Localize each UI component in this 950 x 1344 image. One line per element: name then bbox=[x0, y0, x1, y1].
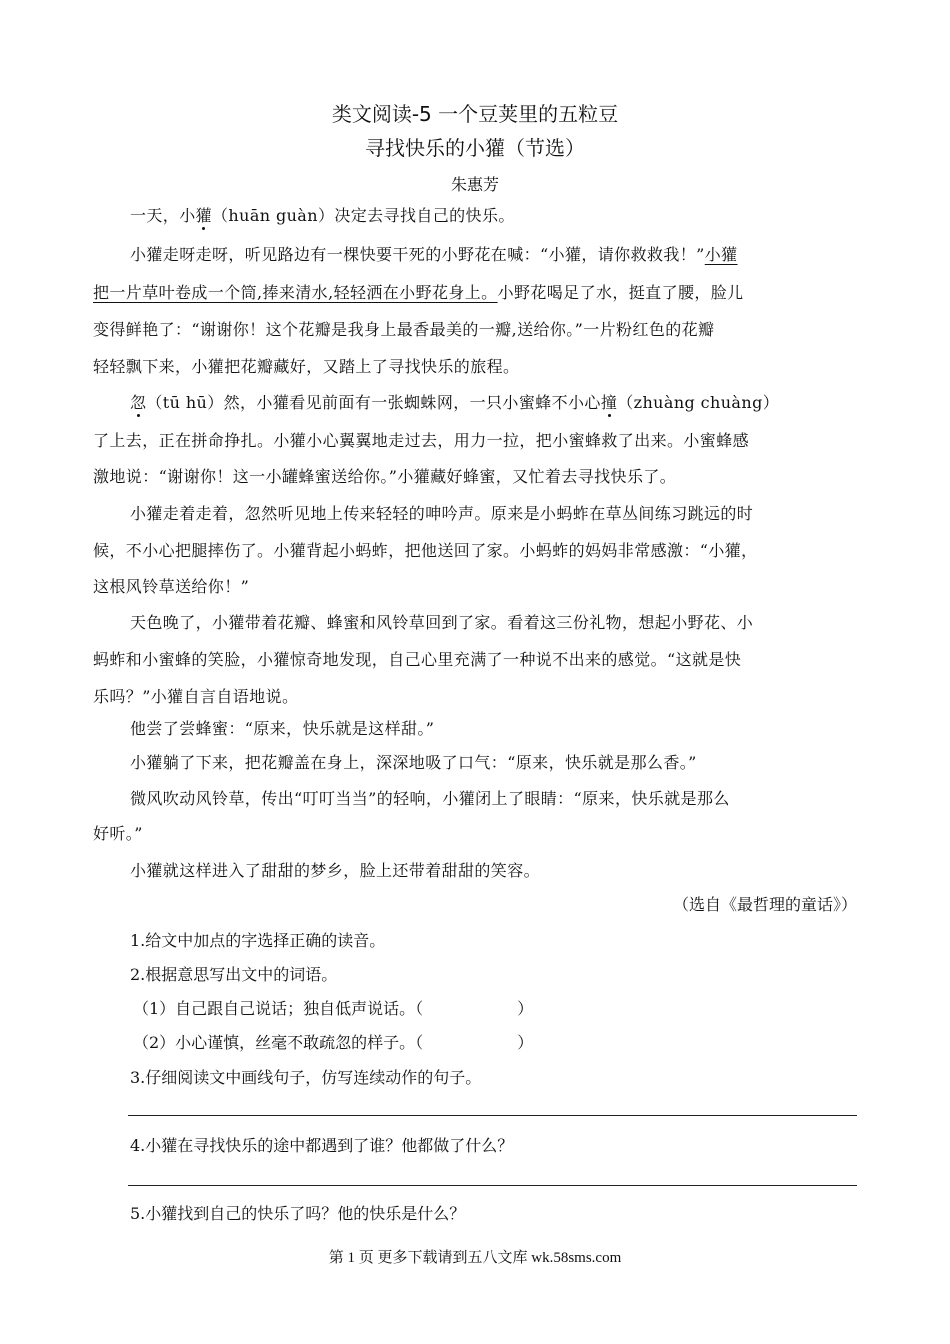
paragraph-5-line-2: 蚂蚱和小蜜蜂的笑脸，小獾惊奇地发现，自己心里充满了一种说不出来的感觉。“这就是快 bbox=[93, 650, 742, 669]
question-1: 1.给文中加点的字选择正确的读音。 bbox=[130, 931, 386, 950]
question-2-1: （1）自己跟自己说话；独自低声说话。（ ） bbox=[133, 999, 534, 1018]
paragraph-2-line-4: 轻轻飘下来，小獾把花瓣藏好，又踏上了寻找快乐的旅程。 bbox=[93, 357, 520, 376]
paragraph-6: 他尝了尝蜂蜜：“原来，快乐就是这样甜。” bbox=[130, 719, 435, 738]
underlined-sentence: 把一片草叶卷成一个筒,捧来清水,轻轻洒在小野花身上。 bbox=[93, 283, 498, 302]
answer-line-4[interactable] bbox=[128, 1185, 857, 1186]
question-3: 3.仔细阅读文中画线句子，仿写连续动作的句子。 bbox=[130, 1068, 482, 1087]
paragraph-3-line-3: 激地说：“谢谢你！这一小罐蜂蜜送给你。”小獾藏好蜂蜜，又忙着去寻找快乐了。 bbox=[93, 467, 677, 486]
paragraph-2-line-3: 变得鲜艳了：“谢谢你！这个花瓣是我身上最香最美的一瓣,送给你。”一片粉红色的花瓣 bbox=[93, 320, 715, 339]
paragraph-2-line-1: 小獾走呀走呀，听见路边有一棵快要干死的小野花在喊：“小獾，请你救救我！”小獾 bbox=[130, 245, 738, 264]
page-footer: 第 1 页 更多下载请到五八文库 wk.58sms.com bbox=[328, 1250, 622, 1266]
paragraph-2-line-2: 把一片草叶卷成一个筒,捧来清水,轻轻洒在小野花身上。小野花喝足了水，挺直了腰，脸儿 bbox=[93, 283, 744, 302]
author: 朱惠芳 bbox=[450, 175, 499, 194]
paragraph-3-line-1: 忽（tū hū）然，小獾看见前面有一张蜘蛛网，一只小蜜蜂不小心撞（zhuàng chuàng） bbox=[130, 393, 780, 412]
paragraph-5-line-3: 乐吗？”小獾自言自语地说。 bbox=[93, 687, 299, 706]
paragraph-4-line-2: 候，不小心把腿摔伤了。小獾背起小蚂蚱，把他送回了家。小蚂蚱的妈妈非常感激：“小獾， bbox=[93, 541, 758, 560]
article-title: 寻找快乐的小獾（节选） bbox=[365, 136, 585, 160]
paragraph-9: 小獾就这样进入了甜甜的梦乡，脸上还带着甜甜的笑容。 bbox=[130, 861, 541, 880]
paragraph-5-line-1: 天色晚了，小獾带着花瓣、蜂蜜和风铃草回到了家。看着这三份礼物，想起小野花、小 bbox=[130, 613, 754, 632]
paragraph-7: 小獾躺了下来，把花瓣盖在身上，深深地吸了口气：“原来，快乐就是那么香。” bbox=[130, 753, 697, 772]
answer-line-3[interactable] bbox=[128, 1115, 857, 1116]
source-citation: （选自《最哲理的童话》） bbox=[672, 895, 857, 914]
question-5: 5.小獾找到自己的快乐了吗？他的快乐是什么？ bbox=[130, 1204, 466, 1223]
paragraph-8-line-2: 好听。” bbox=[93, 824, 143, 843]
paragraph-1: 一天，小獾（huān guàn）决定去寻找自己的快乐。 bbox=[130, 206, 515, 225]
question-2: 2.根据意思写出文中的词语。 bbox=[130, 965, 338, 984]
page-title: 类文阅读-5 一个豆荚里的五粒豆 bbox=[331, 102, 619, 126]
dotted-character: 獾 bbox=[195, 206, 213, 225]
question-4: 4.小獾在寻找快乐的途中都遇到了谁？他都做了什么？ bbox=[130, 1136, 514, 1155]
paragraph-8-line-1: 微风吹动风铃草，传出“叮叮当当”的轻响，小獾闭上了眼睛：“原来，快乐就是那么 bbox=[130, 789, 730, 808]
dotted-character: 撞 bbox=[600, 393, 618, 412]
question-2-2: （2）小心谨慎，丝毫不敢疏忽的样子。（ ） bbox=[133, 1033, 534, 1052]
underlined-sentence: 小獾 bbox=[704, 245, 738, 264]
paragraph-4-line-3: 这根风铃草送给你！” bbox=[93, 577, 250, 596]
dotted-character: 忽 bbox=[130, 393, 147, 412]
paragraph-3-line-2: 了上去，正在拼命挣扎。小獾小心翼翼地走过去，用力一拉，把小蜜蜂救了出来。小蜜蜂感 bbox=[93, 431, 750, 450]
paragraph-4-line-1: 小獾走着走着，忽然听见地上传来轻轻的呻吟声。原来是小蚂蚱在草丛间练习跳远的时 bbox=[130, 504, 754, 523]
